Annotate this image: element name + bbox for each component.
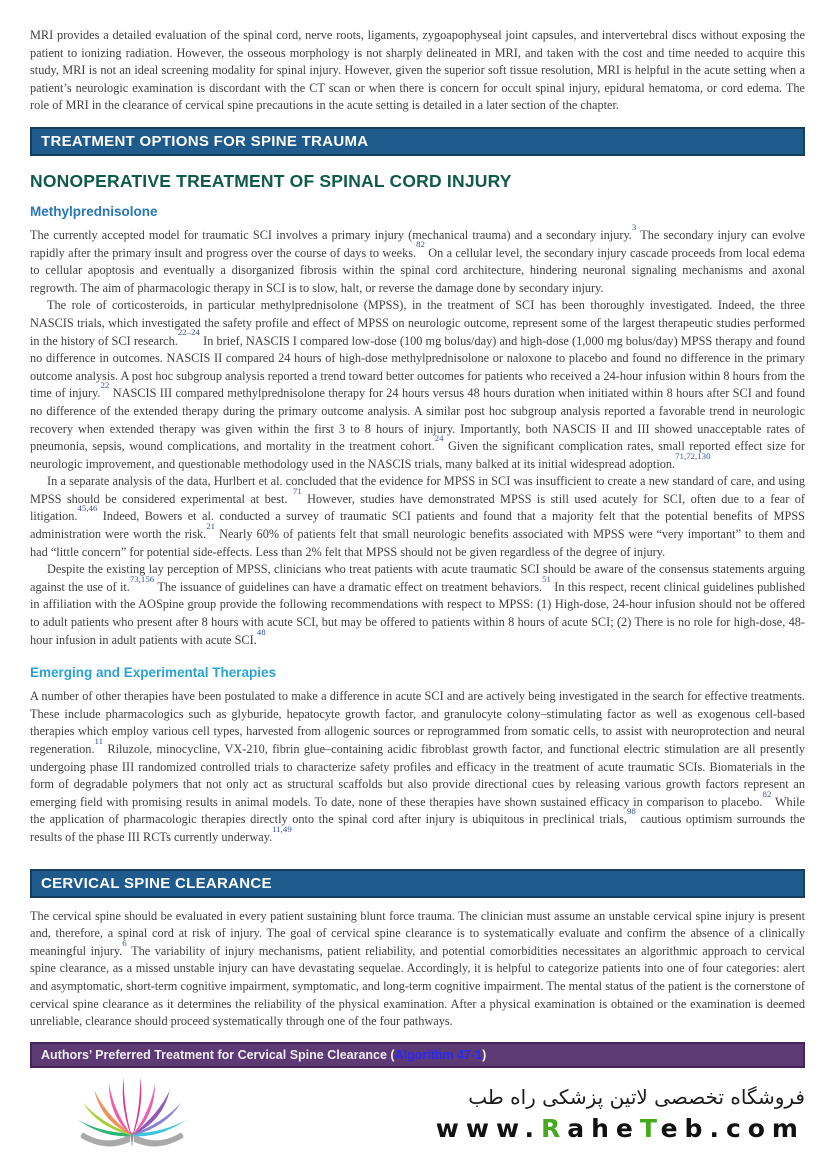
section-header-label: CERVICAL SPINE CLEARANCE [41, 874, 272, 892]
footer-website-url: www.RaheTeb.com [435, 1113, 805, 1143]
paragraph-cervical-clearance: The cervical spine should be evaluated in every patient sustaining blunt force trauma. The clinician must assume an unstable cervical spine injury is present and, therefore, a spinal cord at risk of injury. The goal of cervical spine clearance is to systematically evaluate and confirm the absence of a clinically meaningful injury.$^6$ The variability of injury mechanisms, patient reliability, and potential comorbidities necessitates an algorithmic approach to cervical spine clearance, as a missed unstable injury can have devastating sequelae. Accordingly, it is helpful to categorize patients into one of four categories: alert and asymptomatic, short-term cognitive impairment, symptomatic, and long-term cognitive impairment. The mental status of the patient is the cornerstone of cervical spine clearance as it determines the reliability of the physical examination. After a physical examination is obtained or the examination is deemed unreliable, clearance should proceed systematically through one of the four pathways. [30, 908, 806, 1029]
reference-link[interactable]: 71,72,130 [675, 450, 711, 461]
reference-link[interactable]: 21 [206, 520, 216, 531]
reference-link[interactable]: 71 [292, 485, 302, 496]
paragraph-nascis-trials: The role of corticosteroids, in particular methylprednisolone (MPSS), in the treatment of SCI has been thoroughly investigated. Indeed, the three NASCIS trials, which investigated the safety profile and effect of MPSS on neurologic outcome, represent some of the largest therapeutic studies performed in the history of SCI research.$^{22-24}$ In brief, NASCIS I compared low-dose (100 mg bolus/day) and high-dose (1,000 mg bolus/day) MPSS therapy and found no difference in outcomes. NASCIS II compared 24 hours of high-dose methylprednisolone or naloxone to placebo and found no difference in the primary outcome analysis. A post hoc subgroup analysis reported a trend toward better outcomes for patients who received a 24-hour infusion within 8 hours from the time of injury.$^{22}$ NASCIS III compared methylprednisolone therapy for 24 hours versus 48 hours duration when initiated within 8 hours after SCI and found no difference of the extended therapy during the primary outcome analysis. A similar post hoc subgroup analysis reported a favorable trend in neurologic recovery when extended therapy was given within the first 3 to 8 hours of injury. Importantly, both NASCIS II and III showed unacceptable rates of pneumonia, sepsis, wound complications, and mortality in the treatment cohort.$^{24}$ Given the significant complication rates, small reported effect size for neurologic improvement, and questionable methodology used in the NASCIS trials, many balked at its initial widespread adoption.$^{71,72,130}$ [30, 298, 805, 471]
reference-link[interactable]: 22–24 [177, 327, 200, 338]
reference-link[interactable]: 11,49 [272, 823, 292, 834]
paragraph-consensus-guidelines: Despite the existing lay perception of MPSS, clinicians who treat patients with acute traumatic SCI should be aware of the consensus statements arguing against the use of it.$^{73,156}$ The issuance of guidelines can have a dramatic effect on treatment behaviors.$^{51}$ In this respect, recent clinical guidelines published in affiliation with the AOSpine group provide the following recommendations with respect to MPSS: (1) High-dose, 24-hour infusion should not be offered to adult patients who present after 8 hours with acute SCI, but may be offered to patients within 8 hours of acute SCI; (2) There is no role for high-dose, 48-hour infusion in adult patients with acute SCI.$^{48}$ [30, 562, 805, 647]
section-header-label: TREATMENT OPTIONS FOR SPINE TRAUMA [41, 132, 369, 150]
reference-link[interactable]: 45,46 [77, 503, 98, 514]
url-green-letter: T [639, 1113, 661, 1143]
reference-link[interactable]: 11 [94, 735, 104, 746]
section-header-cervical-spine-clearance [30, 869, 805, 898]
url-green-letter: R [540, 1113, 568, 1143]
paragraph-sci-model: The currently accepted model for traumatic SCI involves a primary injury (mechanical trauma) and a secondary injury.$^3$ The secondary injury can evolve rapidly after the primary insult and progress over the course of days to weeks.$^{82}$ On a cellular level, the secondary injury cascade proceeds from local edema to cellular apoptosis and eventually a disorganized fibrosis within the spinal cord architecture, hindering neuronal signaling mechanisms and axonal regrowth. The aim of pharmacologic therapy in SCI is to slow, halt, or reverse the damage done by secondary injury. [30, 221, 805, 295]
reference-link[interactable]: 3 [631, 221, 637, 232]
reference-link[interactable]: 98 [626, 806, 636, 817]
algorithm-47-1-link[interactable]: Algorithm 47-1 [394, 1047, 483, 1062]
footer [30, 1075, 805, 1165]
heading-nonoperative-treatment: NONOPERATIVE TREATMENT OF SPINAL CORD INJURY [30, 170, 512, 191]
reference-link[interactable]: 6 [122, 937, 127, 948]
authors-preferred-treatment-bar [30, 1042, 805, 1068]
paragraph-emerging-therapies: A number of other therapies have been postulated to make a difference in acute SCI and are actively being investigated in the search for effective treatments. These include pharmacologics such as glyburide, hepatocyte growth factor, and granulocyte colony–stimulating factor as well as exogenous cell-based therapies which employ various cell types, harvested from allogenic sources or reprogrammed from somatic cells, to assist with neuroprotection and neural regeneration.$^{11}$ Riluzole, minocycline, VX-210, fibrin glue–containing acidic fibroblast growth factor, and functional electric stimulation are all presently undergoing phase III randomized controlled trials to characterize safety profiles and efficacy in the treatment of acute traumatic SCIs. Biomaterials in the form of degradable polymers that not only act as structural scaffolds but also provide directional cues by releasing various growth factors represent an emerging field with promising results in animal models. To date, none of these therapies have shown sustained efficacy in comparison to placebo.$^{82}$ While the application of pharmacologic therapies directly onto the spinal cord after injury is ubiquitous in preclinical trials,$^{98}$ cautious optimism surrounds the results of the phase III RCTs currently underway.$^{11,49}$ [30, 689, 806, 844]
open-book-logo-icon [72, 1075, 192, 1153]
reference-link[interactable]: 24 [434, 433, 444, 444]
authors-bar-text-close: ) [482, 1047, 487, 1062]
reference-link[interactable]: 82 [416, 239, 425, 250]
reference-link[interactable]: 73,156 [129, 573, 155, 584]
reference-link[interactable]: 22 [100, 380, 110, 391]
reference-link[interactable]: 82 [762, 788, 772, 799]
reference-link[interactable]: 51 [542, 573, 551, 584]
reference-link[interactable]: 48 [256, 626, 266, 637]
authors-bar-text: Authors’ Preferred Treatment for Cervical Spine Clearance ( [41, 1047, 395, 1062]
footer-persian-text: فروشگاه تخصصی لاتین پزشکی راه طب [468, 1084, 805, 1109]
paragraph-hurlbert-analysis: In a separate analysis of the data, Hurlbert et al. concluded that the evidence for MPSS in SCI was insufficient to create a new standard of care, and using MPSS should be considered experimental at best. $^{71}$ However, studies have demonstrated MPSS is still used acutely for SCI, often due to a fear of litigation.$^{45,46}$ Indeed, Bowers et al. conducted a survey of traumatic SCI patients and found that a majority felt that the potential benefits of MPSS administration were worth the risk.$^{21}$ Nearly 60% of patients felt that small neurologic benefits associated with MPSS were “very important” to them and had “little concern” for potential side-effects. Less than 2% felt that MPSS should not be given regardless of the degree of injury. [30, 474, 805, 559]
subheading-methylprednisolone: Methylprednisolone [30, 203, 158, 219]
raheteb-logo [72, 1075, 192, 1153]
paragraph-mri-intro: MRI provides a detailed evaluation of the spinal cord, nerve roots, ligaments, zygoapophyseal joint capsules, and intervertebral discs without exposing the patient to ionizing radiation. However, the osseous morphology is not sharply delineated in MRI, and taken with the cost and time needed to acquire this study, MRI is not an ideal screening modality for spinal injury. However, given the superior soft tissue resolution, MRI is helpful in the acute setting when a patient’s neurologic examination is discordant with the CT scan or when there is concern for occult spinal injury, epidural hematoma, or cord edema. The role of MRI in the clearance of cervical spine precautions in the acute setting is detailed in a later section of the chapter. [30, 28, 805, 113]
footer-branding [436, 1085, 805, 1143]
section-header-treatment-options [30, 127, 805, 156]
subheading-emerging-therapies: Emerging and Experimental Therapies [30, 665, 277, 681]
